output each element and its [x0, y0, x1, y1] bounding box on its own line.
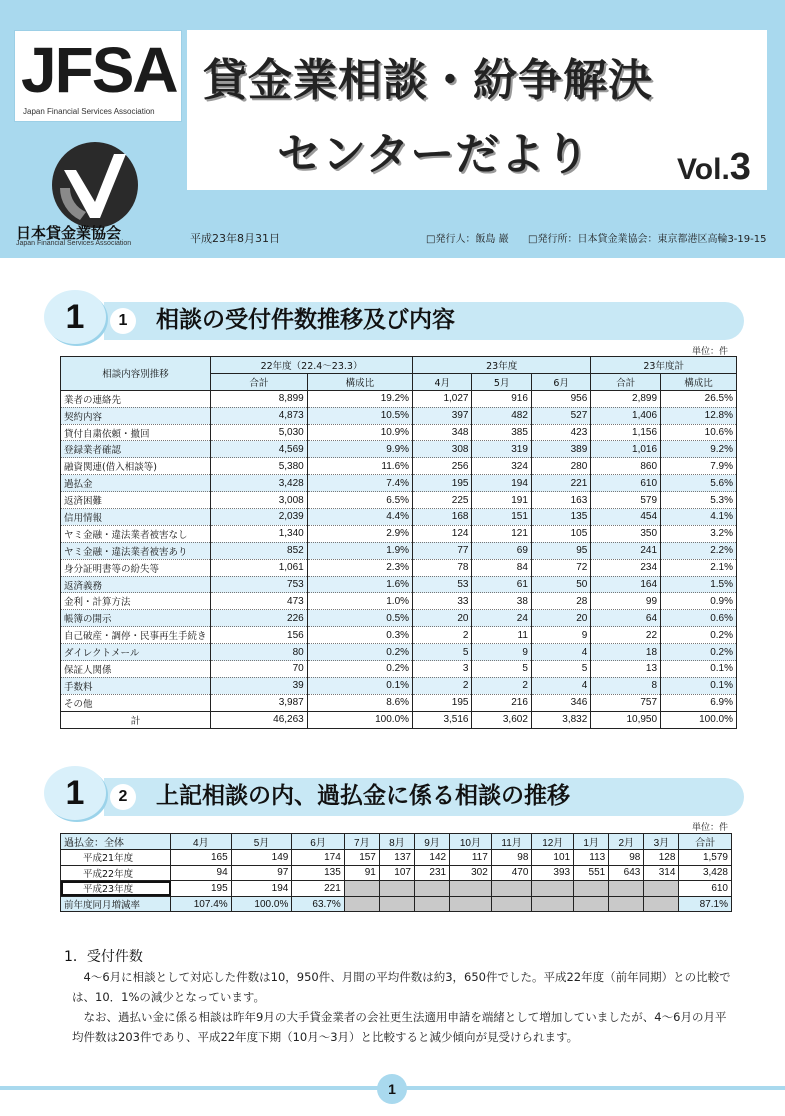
table-cell: 10.9% — [307, 424, 412, 441]
month-header: 10月 — [450, 834, 492, 850]
table-row — [61, 593, 737, 610]
table-cell: 2,039 — [211, 509, 308, 526]
table-row — [61, 644, 737, 661]
table-row — [61, 610, 737, 627]
table-cell: 10.6% — [661, 424, 737, 441]
table-cell: 195 — [413, 694, 472, 711]
row-label: 手数料 — [61, 677, 211, 694]
table-cell: 124 — [413, 525, 472, 542]
table-cell — [644, 881, 679, 897]
table-cell — [532, 881, 574, 897]
table-cell: 10,950 — [591, 711, 661, 728]
table-cell: 225 — [413, 492, 472, 509]
table-cell — [379, 896, 414, 912]
table-row — [61, 458, 737, 475]
table-cell: 2 — [413, 627, 472, 644]
table-cell: 26.5% — [661, 390, 737, 407]
month-header: 合計 — [679, 834, 732, 850]
table-row — [61, 881, 732, 897]
table-cell: 231 — [414, 865, 449, 881]
table-row — [61, 677, 737, 694]
table-row — [61, 694, 737, 711]
table-cell — [414, 896, 449, 912]
table-cell: 1,016 — [591, 441, 661, 458]
table-cell: 5,030 — [211, 424, 308, 441]
total-row — [61, 711, 737, 728]
table-row — [61, 865, 732, 881]
table-cell: 70 — [211, 661, 308, 678]
month-header: 5月 — [231, 834, 292, 850]
row-label: 返済困難 — [61, 492, 211, 509]
header-banner — [0, 0, 785, 258]
row-label: 金利・計算方法 — [61, 593, 211, 610]
table-cell: 280 — [531, 458, 590, 475]
table-row — [61, 850, 732, 866]
table-cell: 308 — [413, 441, 472, 458]
table-cell: 11.6% — [307, 458, 412, 475]
table-cell: 20 — [413, 610, 472, 627]
table-cell: 1,406 — [591, 407, 661, 424]
table-cell: 9 — [472, 644, 531, 661]
table-cell: 0.2% — [307, 661, 412, 678]
table-cell: 13 — [591, 661, 661, 678]
table-row — [61, 576, 737, 593]
table-row — [61, 509, 737, 526]
table-cell: 5 — [531, 661, 590, 678]
table-row — [61, 390, 737, 407]
month-header: 8月 — [379, 834, 414, 850]
table-cell: 3,987 — [211, 694, 308, 711]
association-emblem-icon — [50, 140, 140, 230]
table-cell: 4.1% — [661, 509, 737, 526]
table-cell: 470 — [491, 865, 532, 881]
col-may: 5月 — [472, 373, 531, 390]
table-cell: 4,873 — [211, 407, 308, 424]
table-cell: 121 — [472, 525, 531, 542]
table-cell: 1.6% — [307, 576, 412, 593]
table-cell: 20 — [531, 610, 590, 627]
table-row — [61, 475, 737, 492]
table-cell: 8 — [591, 677, 661, 694]
body-heading: 1．受付件数 — [64, 949, 143, 965]
table-cell: 3,428 — [211, 475, 308, 492]
publisher-address: □発行所：日本貸金業協会：東京都港区高輪3-19-15 — [528, 234, 767, 245]
table-row — [61, 525, 737, 542]
table-cell: 757 — [591, 694, 661, 711]
table-cell: 324 — [472, 458, 531, 475]
table-cell — [532, 896, 574, 912]
row-label: 平成22年度 — [61, 865, 171, 881]
table-cell: 852 — [211, 542, 308, 559]
table-corner: 過払金：全体 — [61, 834, 171, 850]
table-cell: 3,832 — [531, 711, 590, 728]
row-label: 返済義務 — [61, 576, 211, 593]
table-cell: 0.2% — [661, 644, 737, 661]
table-cell: 1,061 — [211, 559, 308, 576]
table-cell: 0.9% — [661, 593, 737, 610]
table-cell: 5.3% — [661, 492, 737, 509]
table-cell: 174 — [292, 850, 344, 866]
table-cell: 101 — [532, 850, 574, 866]
table-cell: 0.1% — [661, 661, 737, 678]
table-cell: 151 — [472, 509, 531, 526]
publisher: □発行人：飯島 巖 — [426, 234, 509, 245]
table-cell: 5.6% — [661, 475, 737, 492]
jfsa-logo — [14, 30, 182, 122]
consultation-table — [60, 356, 737, 729]
table-cell — [574, 881, 609, 897]
table-cell: 482 — [472, 407, 531, 424]
table-cell: 4,569 — [211, 441, 308, 458]
table-cell: 6.5% — [307, 492, 412, 509]
table-cell: 46,263 — [211, 711, 308, 728]
table-cell: 916 — [472, 390, 531, 407]
page-title-line1: 貸金業相談・紛争解決 — [203, 55, 653, 106]
organization-subtitle: Japan Financial Services Association — [16, 240, 132, 247]
section2-title: 上記相談の内、過払金に係る相談の推移 — [156, 783, 570, 809]
table-cell: 84 — [472, 559, 531, 576]
table-cell: 643 — [609, 865, 644, 881]
table-cell: 7.4% — [307, 475, 412, 492]
table-cell: 12.8% — [661, 407, 737, 424]
table-cell: 226 — [211, 610, 308, 627]
table-cell: 194 — [231, 881, 292, 897]
table-cell: 19.2% — [307, 390, 412, 407]
table-cell: 8.6% — [307, 694, 412, 711]
month-header: 9月 — [414, 834, 449, 850]
table-cell: 191 — [472, 492, 531, 509]
section1-unit: 単位：件 — [692, 347, 729, 357]
table-cell — [414, 881, 449, 897]
section2-number: 1 — [44, 766, 106, 820]
table-cell: 0.2% — [307, 644, 412, 661]
table-cell: 2,899 — [591, 390, 661, 407]
body-paragraph-2: なお、過払い金に係る相談は昨年9月の大手貸金業者の会社更生法適用申請を端緒として増加していましたが、4～6月の月平均件数は203件であり、平成22年度下期（10月～3月）と比較すると減少傾向が見受けられます。 — [72, 1010, 727, 1044]
table-cell: 0.6% — [661, 610, 737, 627]
table-cell: 610 — [679, 881, 732, 897]
table-cell: 1,027 — [413, 390, 472, 407]
table-cell: 753 — [211, 576, 308, 593]
table-cell: 2.3% — [307, 559, 412, 576]
table-row — [61, 424, 737, 441]
table-cell: 97 — [231, 865, 292, 881]
table-cell: 4 — [531, 644, 590, 661]
table-cell: 24 — [472, 610, 531, 627]
col-jun: 6月 — [531, 373, 590, 390]
row-label: 融資関連(借入相談等) — [61, 458, 211, 475]
volume-number: 3 — [729, 146, 751, 188]
table-cell: 100.0% — [661, 711, 737, 728]
table-cell: 94 — [171, 865, 232, 881]
table-cell: 135 — [531, 509, 590, 526]
table-cell — [491, 881, 532, 897]
table-cell: 3,428 — [679, 865, 732, 881]
month-header: 4月 — [171, 834, 232, 850]
table-cell: 100.0% — [231, 896, 292, 912]
section1-title: 相談の受付件数推移及び内容 — [156, 307, 455, 333]
table-cell: 9.2% — [661, 441, 737, 458]
table-cell: 397 — [413, 407, 472, 424]
table-cell: 5,380 — [211, 458, 308, 475]
row-label: 平成23年度 — [61, 881, 171, 897]
table-cell: 4 — [531, 677, 590, 694]
overpayment-table — [60, 833, 732, 912]
table-cell: 22 — [591, 627, 661, 644]
table-cell: 2.1% — [661, 559, 737, 576]
table-cell: 423 — [531, 424, 590, 441]
table-cell: 195 — [413, 475, 472, 492]
table-cell: 7.9% — [661, 458, 737, 475]
row-label: 前年度同月増減率 — [61, 896, 171, 912]
row-label: 帳簿の開示 — [61, 610, 211, 627]
group-fy23: 23年度 — [413, 357, 591, 374]
table-cell — [609, 881, 644, 897]
table-cell: 165 — [171, 850, 232, 866]
volume-prefix: Vol. — [677, 153, 730, 186]
table-cell: 195 — [171, 881, 232, 897]
table-cell: 0.1% — [661, 677, 737, 694]
table-cell: 3.2% — [661, 525, 737, 542]
table-cell: 956 — [531, 390, 590, 407]
table-cell: 241 — [591, 542, 661, 559]
table-cell: 9.9% — [307, 441, 412, 458]
table-cell: 117 — [450, 850, 492, 866]
table-cell: 156 — [211, 627, 308, 644]
volume-label — [677, 146, 751, 189]
table-cell: 137 — [379, 850, 414, 866]
table-cell: 860 — [591, 458, 661, 475]
row-label: 貸付自粛依頼・撤回 — [61, 424, 211, 441]
table-cell: 221 — [531, 475, 590, 492]
table-cell: 1.9% — [307, 542, 412, 559]
col-fy23-total: 合計 — [591, 373, 661, 390]
table-cell: 3,602 — [472, 711, 531, 728]
month-header: 3月 — [644, 834, 679, 850]
table-cell: 393 — [532, 865, 574, 881]
table-cell: 389 — [531, 441, 590, 458]
yoy-row — [61, 896, 732, 912]
table-cell: 78 — [413, 559, 472, 576]
table-cell: 5 — [472, 661, 531, 678]
section2-heading — [44, 766, 744, 822]
table-cell: 0.3% — [307, 627, 412, 644]
table-cell: 98 — [491, 850, 532, 866]
issue-date: 平成23年8月31日 — [190, 232, 280, 245]
table-cell: 8,899 — [211, 390, 308, 407]
table-cell: 302 — [450, 865, 492, 881]
table-cell: 527 — [531, 407, 590, 424]
table-cell: 194 — [472, 475, 531, 492]
row-label: 信用情報 — [61, 509, 211, 526]
row-label: 自己破産・調停・民事再生手続き — [61, 627, 211, 644]
table-cell: 1,156 — [591, 424, 661, 441]
table-cell: 164 — [591, 576, 661, 593]
title-panel — [187, 30, 767, 190]
table-cell: 9 — [531, 627, 590, 644]
row-label: 契約内容 — [61, 407, 211, 424]
table-row — [61, 407, 737, 424]
month-header: 11月 — [491, 834, 532, 850]
table-cell — [574, 896, 609, 912]
table-cell: 348 — [413, 424, 472, 441]
month-header: 2月 — [609, 834, 644, 850]
table-cell: 99 — [591, 593, 661, 610]
table-cell — [609, 896, 644, 912]
total-label: 計 — [61, 711, 211, 728]
table-row — [61, 441, 737, 458]
table-cell: 142 — [414, 850, 449, 866]
section1-heading — [44, 290, 744, 346]
group-fy23-total: 23年度計 — [591, 357, 737, 374]
table-row — [61, 559, 737, 576]
table-cell: 107 — [379, 865, 414, 881]
row-label: 登録業者確認 — [61, 441, 211, 458]
table-cell: 0.1% — [307, 677, 412, 694]
table-row — [61, 492, 737, 509]
table-cell: 53 — [413, 576, 472, 593]
table-cell: 100.0% — [307, 711, 412, 728]
table-cell: 3 — [413, 661, 472, 678]
col-fy22-ratio: 構成比 — [307, 373, 412, 390]
table-cell: 2.2% — [661, 542, 737, 559]
table-cell: 28 — [531, 593, 590, 610]
logo-text: JFSA — [21, 34, 177, 106]
table-cell: 0.2% — [661, 627, 737, 644]
table-cell: 234 — [591, 559, 661, 576]
table-cell: 11 — [472, 627, 531, 644]
table-cell: 1.5% — [661, 576, 737, 593]
table-cell: 98 — [609, 850, 644, 866]
col-fy22-total: 合計 — [211, 373, 308, 390]
table-cell: 610 — [591, 475, 661, 492]
table-cell: 64 — [591, 610, 661, 627]
table-cell: 579 — [591, 492, 661, 509]
organization-name: 日本貸金業協会 — [16, 224, 122, 242]
table-cell: 1.0% — [307, 593, 412, 610]
table-cell: 216 — [472, 694, 531, 711]
row-label: その他 — [61, 694, 211, 711]
table-cell: 314 — [644, 865, 679, 881]
table-cell: 33 — [413, 593, 472, 610]
table-cell — [491, 896, 532, 912]
page-number: 1 — [377, 1074, 407, 1104]
table-cell — [644, 896, 679, 912]
table-cell — [450, 896, 492, 912]
table-cell: 0.5% — [307, 610, 412, 627]
month-header: 7月 — [344, 834, 379, 850]
table-cell: 256 — [413, 458, 472, 475]
table-cell: 61 — [472, 576, 531, 593]
table-cell: 163 — [531, 492, 590, 509]
table-cell: 50 — [531, 576, 590, 593]
table-cell: 319 — [472, 441, 531, 458]
table-row — [61, 542, 737, 559]
table-cell: 63.7% — [292, 896, 344, 912]
table-cell: 2 — [472, 677, 531, 694]
month-header: 6月 — [292, 834, 344, 850]
table-cell: 77 — [413, 542, 472, 559]
table-cell: 2 — [413, 677, 472, 694]
table-cell — [344, 896, 379, 912]
table-cell: 385 — [472, 424, 531, 441]
table-cell: 149 — [231, 850, 292, 866]
table-cell: 80 — [211, 644, 308, 661]
table-cell: 5 — [413, 644, 472, 661]
table-cell — [379, 881, 414, 897]
row-label: 保証人関係 — [61, 661, 211, 678]
row-label: 業者の連絡先 — [61, 390, 211, 407]
table-cell: 1,579 — [679, 850, 732, 866]
table-cell: 6.9% — [661, 694, 737, 711]
table-cell: 105 — [531, 525, 590, 542]
table-cell: 135 — [292, 865, 344, 881]
table-corner: 相談内容別推移 — [61, 357, 211, 391]
table-cell: 350 — [591, 525, 661, 542]
table-cell: 3,008 — [211, 492, 308, 509]
table-cell: 4.4% — [307, 509, 412, 526]
table-row — [61, 627, 737, 644]
row-label: 身分証明書等の紛失等 — [61, 559, 211, 576]
table-cell — [450, 881, 492, 897]
table-cell: 18 — [591, 644, 661, 661]
row-label: ヤミ金融・違法業者被害なし — [61, 525, 211, 542]
section1-subnumber: 1 — [110, 308, 136, 334]
col-fy23-ratio: 構成比 — [661, 373, 737, 390]
table-cell: 107.4% — [171, 896, 232, 912]
table-cell: 95 — [531, 542, 590, 559]
table-cell: 87.1% — [679, 896, 732, 912]
page-title-line2: センターだより — [277, 129, 591, 180]
body-paragraph-1: 4～6月に相談として対応した件数は10，950件、月間の平均件数は約3，650件でした。平成22年度（前年同期）との比較では、10．1%の減少となっています。 — [72, 970, 731, 1004]
table-cell: 2.9% — [307, 525, 412, 542]
table-cell: 3,516 — [413, 711, 472, 728]
row-label: ヤミ金融・違法業者被害あり — [61, 542, 211, 559]
table-cell: 473 — [211, 593, 308, 610]
table-cell: 346 — [531, 694, 590, 711]
section2-subnumber: 2 — [110, 784, 136, 810]
section2-unit: 単位：件 — [692, 823, 729, 833]
row-label: 平成21年度 — [61, 850, 171, 866]
table-cell: 91 — [344, 865, 379, 881]
logo-subtitle: Japan Financial Services Association — [23, 107, 155, 116]
row-label: 過払金 — [61, 475, 211, 492]
col-apr: 4月 — [413, 373, 472, 390]
table-cell — [344, 881, 379, 897]
table-cell: 10.5% — [307, 407, 412, 424]
month-header: 1月 — [574, 834, 609, 850]
table-cell: 551 — [574, 865, 609, 881]
table-cell: 38 — [472, 593, 531, 610]
table-cell: 128 — [644, 850, 679, 866]
table-cell: 39 — [211, 677, 308, 694]
table-cell: 1,340 — [211, 525, 308, 542]
table-cell: 113 — [574, 850, 609, 866]
table-cell: 221 — [292, 881, 344, 897]
table-cell: 454 — [591, 509, 661, 526]
group-fy22: 22年度（22.4～23.3） — [211, 357, 413, 374]
row-label: ダイレクトメール — [61, 644, 211, 661]
table-cell: 168 — [413, 509, 472, 526]
table-cell: 69 — [472, 542, 531, 559]
section1-number: 1 — [44, 290, 106, 344]
table-cell: 72 — [531, 559, 590, 576]
table-row — [61, 661, 737, 678]
table-cell: 157 — [344, 850, 379, 866]
month-header: 12月 — [532, 834, 574, 850]
